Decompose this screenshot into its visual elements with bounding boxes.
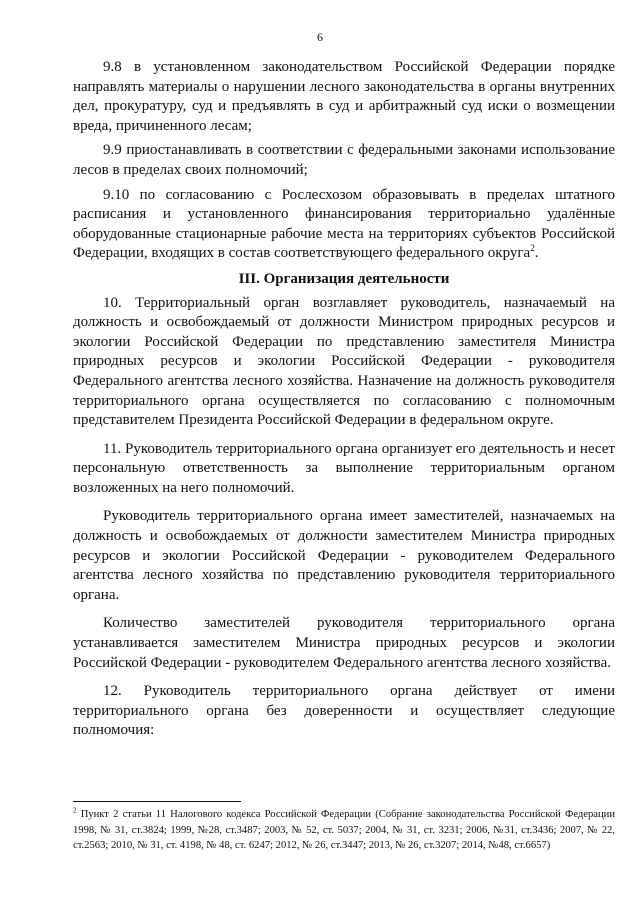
- paragraph-11-deputy-count: Количество заместителей руководителя территориального органа устанавливается заместителем Министра природных ресурсов и экологии Российской Федерации - руководителем Федерального агентства лесного хозяйства.: [73, 615, 615, 671]
- footnote-text: Пункт 2 статьи 11 Налогового кодекса Российской Федерации (Собрание законодательства Российской Федерации 1998, № 31, ст.3824; 1999, №28, ст.3487; 2003, № 52, ст. 5037; 2004, № 31, ст. 3231; 2006, №31, ст.3436; 2007, № 22, ст.2563; 2010, № 31, ст. 4198, № 48, ст. 6247; 2012, № 26, ст.3447; 2013, № 26, ст.3207; 2014, №48, ст.6657): [73, 809, 615, 852]
- paragraph-10: 10. Территориальный орган возглавляет руководитель, назначаемый на должность и освобождаемый от должности Министром природных ресурсов и экологии Российской Федерации по представлению заместителя Министра природных ресурсов и экологии Российской Федерации - руководителя Федерального агентства лесного хозяйства. Назначение на должность руководителя территориального органа осуществляется по согласованию с полномочным представителем Президента Российской Федерации в федеральном округе.: [73, 294, 615, 429]
- paragraph-9-8: 9.8 в установленном законодательством Российской Федерации порядке направлять материалы о нарушении лесного законодательства в органы внутренних дел, прокуратуру, суд и предъявлять в суд и арбитражный суд иски о возмещении вреда, причиненного лесам;: [73, 59, 615, 134]
- footnote-reference: 2: [530, 243, 535, 254]
- section-heading: III. Организация деятельности: [238, 270, 450, 287]
- paragraph-11: 11. Руководитель территориального органа организует его деятельность и несет персональную ответственность за выполнение территориальным органом возложенных на него полномочий.: [73, 440, 615, 496]
- paragraph-9-10-text: 9.10 по согласованию с Рослесхозом образовывать в пределах штатного расписания и установленного финансирования территориально удалённые оборудованные стационарные рабочие места на территориях субъектов Российской Федерации, входящих в состав соответствующего федерального округа: [73, 186, 615, 262]
- document-body: [73, 58, 615, 741]
- paragraph-12: 12. Руководитель территориального органа действует от имени территориального органа без доверенности и осуществляет следующие полномочия:: [73, 683, 615, 739]
- paragraph-9-9: 9.9 приостанавливать в соответствии с федеральными законами использование лесов в пределах своих полномочий;: [73, 142, 615, 178]
- paragraph-11-deputies: Руководитель территориального органа имеет заместителей, назначаемых на должность и освобождаемых от должности заместителем Министра природных ресурсов и экологии Российской Федерации - руководителем Федерального агентства лесного хозяйства по представлению руководителя территориального органа.: [73, 508, 615, 603]
- paragraph-9-10: [73, 186, 615, 264]
- paragraph-9-10-end: .: [534, 245, 539, 262]
- footnote: [73, 807, 615, 854]
- footnote-marker: 2: [73, 806, 77, 815]
- footnote-divider: [73, 801, 241, 802]
- page-number: 6: [317, 30, 323, 44]
